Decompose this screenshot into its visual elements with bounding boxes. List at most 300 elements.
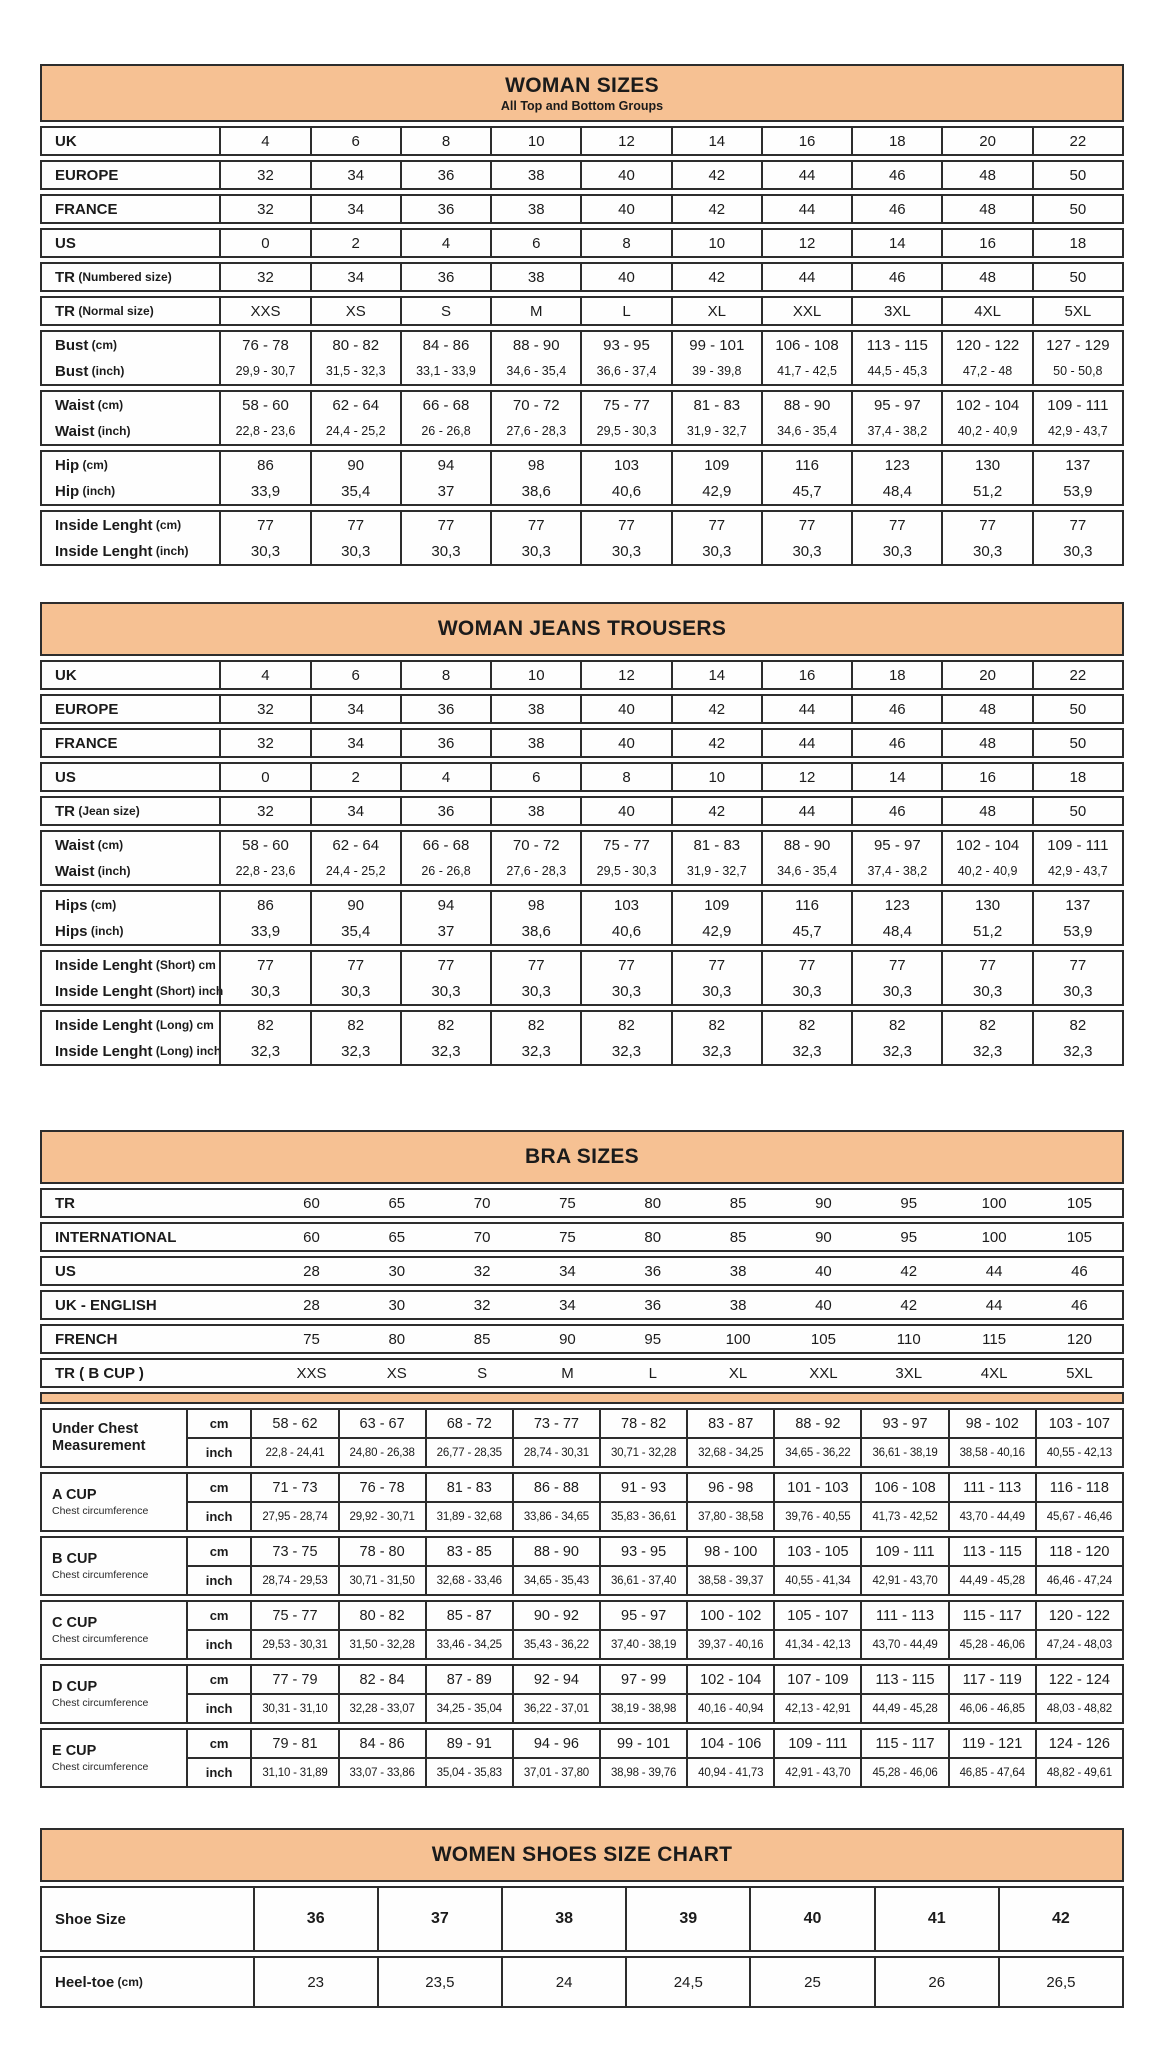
cup-label-cell (42, 1474, 188, 1530)
size-value-cell: 85 (729, 1194, 747, 1212)
size-value-cell: 36 (400, 264, 490, 290)
size-value-cell: 137 (1032, 892, 1122, 918)
size-value-cell: 42 (671, 196, 761, 222)
unit-cell: inch (205, 1637, 233, 1652)
size-value-cell: 77 (1032, 952, 1122, 978)
row-label: FRANCE (55, 734, 118, 752)
size-value-cell: 77 (490, 512, 580, 538)
size-value-cell: 37,80 - 38,58 (686, 1503, 773, 1530)
row-label-cell (42, 1958, 253, 2006)
row-label-note: (Normal size) (75, 304, 154, 318)
row-label-cell (42, 478, 219, 504)
size-value-cell: 123 (851, 892, 941, 918)
size-value-cell: 12 (580, 128, 670, 154)
size-value-cell: 32,3 (580, 1038, 670, 1064)
women-shoes-size-chart-table (40, 1828, 1124, 2008)
size-value-cell: 42 (900, 1296, 918, 1314)
size-value-cell: 6 (310, 128, 400, 154)
cup-rows (188, 1410, 1122, 1466)
size-value-cell: 30,3 (761, 538, 851, 564)
row-label-cell (42, 798, 219, 824)
size-value-cell: 44 (761, 696, 851, 722)
size-value-cell: 48 (941, 162, 1031, 188)
size-value-cell: 32 (219, 696, 309, 722)
table-row (42, 1292, 1122, 1318)
size-value-cell: 106 - 108 (761, 332, 851, 358)
size-value-cell: 30,3 (1032, 538, 1122, 564)
size-value-cell: 32,28 - 33,07 (338, 1695, 425, 1722)
table-subtitle: All Top and Bottom Groups (500, 98, 664, 113)
size-value-cell: 43,70 - 44,49 (948, 1503, 1035, 1530)
size-value-cell: 32 (219, 798, 309, 824)
size-value-cell: 30,3 (400, 978, 490, 1004)
size-value-cell: 8 (400, 662, 490, 688)
table-title-band (40, 1130, 1124, 1184)
size-value-cell: 40,2 - 40,9 (941, 418, 1031, 444)
size-value-cell: 90 (815, 1228, 832, 1246)
size-value-cell: 102 - 104 (941, 392, 1031, 418)
size-value-cell: 41,34 - 42,13 (773, 1631, 860, 1658)
cup-row-group (40, 1728, 1124, 1788)
size-value-cell: 35,4 (310, 478, 400, 504)
size-value-cell: 42,91 - 43,70 (773, 1759, 860, 1786)
size-value-cell: 83 - 87 (686, 1410, 773, 1437)
size-value-cell: 40 (580, 730, 670, 756)
size-value-cell: 32,3 (219, 1038, 309, 1064)
size-value-cell: 82 (310, 1012, 400, 1038)
cup-sublabel: Chest circumference (52, 1760, 149, 1773)
size-value-cell: 27,6 - 28,3 (490, 418, 580, 444)
size-value-cell: 0 (219, 230, 309, 256)
size-value-cell: 77 - 79 (250, 1666, 337, 1693)
cup-row-group (40, 1664, 1124, 1724)
size-value-cell: 76 - 78 (338, 1474, 425, 1501)
row-label-note: (inch) (88, 364, 125, 378)
row-label: Inside Lenght (55, 516, 153, 534)
size-value-cell: 32 (473, 1262, 491, 1280)
size-value-cell: 32,3 (761, 1038, 851, 1064)
cup-label-cell (42, 1666, 188, 1722)
size-value-cell: 31,9 - 32,7 (671, 858, 761, 884)
size-value-cell: 33,9 (219, 918, 309, 944)
size-value-cell: 97 - 99 (599, 1666, 686, 1693)
cup-rows (188, 1474, 1122, 1530)
row-group (40, 262, 1124, 292)
size-value-cell: 12 (761, 230, 851, 256)
size-value-cell: 87 - 89 (425, 1666, 512, 1693)
row-group (40, 126, 1124, 156)
size-value-cell: 36 (644, 1262, 662, 1280)
unit-cell: inch (205, 1573, 233, 1588)
table-row (42, 264, 1122, 290)
woman-sizes-table (40, 64, 1124, 566)
table-row (188, 1474, 1122, 1501)
table-title: WOMEN SHOES SIZE CHART (431, 1843, 733, 1866)
cup-label: B CUP (52, 1551, 98, 1568)
size-value-cell: 10 (671, 230, 761, 256)
row-label-cell (42, 128, 219, 154)
size-value-cell: 80 (388, 1330, 406, 1348)
row-label: US (55, 1262, 76, 1280)
size-value-cell: 45,7 (761, 918, 851, 944)
size-value-cell: 2 (310, 764, 400, 790)
size-value-cell: 120 - 122 (941, 332, 1031, 358)
size-value-cell: 95 (900, 1194, 918, 1212)
size-value-cell: 29,9 - 30,7 (219, 358, 309, 384)
size-value-cell: 62 - 64 (310, 832, 400, 858)
size-value-cell: 53,9 (1032, 478, 1122, 504)
row-label-cell (42, 162, 219, 188)
table-title: WOMAN SIZES (505, 73, 659, 97)
table-row (42, 978, 1122, 1004)
size-value-cell: 127 - 129 (1032, 332, 1122, 358)
size-value-cell: 36 (400, 730, 490, 756)
row-label-note: (cm) (94, 838, 124, 852)
size-value-cell: 42,9 - 43,7 (1032, 858, 1122, 884)
size-value-cell: 81 - 83 (671, 832, 761, 858)
row-label: Shoe Size (55, 1910, 126, 1928)
size-value-cell: 95 (644, 1330, 662, 1348)
size-value-cell: 22 (1032, 662, 1122, 688)
size-value-cell: 30,3 (400, 538, 490, 564)
size-value-cell: 78 - 82 (599, 1410, 686, 1437)
size-value-cell: 40 (580, 196, 670, 222)
table-row (42, 764, 1122, 790)
size-value-cell: 24 (501, 1958, 625, 2006)
row-label-cell (42, 1360, 269, 1386)
size-value-cell: 82 (761, 1012, 851, 1038)
row-label: TR (55, 268, 75, 286)
size-value-cell: XS (386, 1364, 407, 1382)
bra-sizes-table (40, 1130, 1124, 1788)
size-value-cell: 120 (1066, 1330, 1092, 1348)
row-label-note: (cm) (114, 1975, 143, 1989)
size-value-cell: 18 (1032, 764, 1122, 790)
size-value-cell: 77 (580, 512, 670, 538)
row-label: Bust (55, 362, 89, 380)
size-value-cell: 119 - 121 (948, 1730, 1035, 1757)
row-label: Hip (55, 482, 80, 500)
row-group (40, 728, 1124, 758)
size-chart-document (40, 64, 1124, 2008)
size-value-cell: 37,4 - 38,2 (851, 858, 941, 884)
size-value-cell: S (477, 1364, 488, 1382)
size-value-cell: 105 (1066, 1194, 1092, 1212)
size-value-cell: 73 - 77 (512, 1410, 599, 1437)
row-group (40, 950, 1124, 1006)
cup-rows (188, 1730, 1122, 1786)
size-value-cell: 30,3 (851, 538, 941, 564)
size-value-cell: 44 (761, 196, 851, 222)
size-value-cell: 75 - 77 (580, 832, 670, 858)
table-row (42, 196, 1122, 222)
size-value-cell: 45,67 - 46,46 (1035, 1503, 1122, 1530)
size-value-cell: 75 (559, 1228, 576, 1246)
size-value-cell: 37,40 - 38,19 (599, 1631, 686, 1658)
size-value-cell: 38 (729, 1262, 747, 1280)
size-value-cell: 34 (559, 1296, 576, 1314)
table-row (42, 512, 1122, 538)
table-row (42, 1888, 1122, 1950)
row-label: Waist (55, 396, 95, 414)
size-value-cell: 46 (1071, 1262, 1088, 1280)
row-group (40, 694, 1124, 724)
size-value-cell: 30,3 (580, 538, 670, 564)
row-label-cell (42, 538, 219, 564)
size-value-cell: 77 (490, 952, 580, 978)
size-value-cell: 37,4 - 38,2 (851, 418, 941, 444)
size-value-cell: 109 (671, 892, 761, 918)
row-group (40, 194, 1124, 224)
row-label-cell (42, 230, 219, 256)
size-value-cell: 115 - 117 (860, 1730, 947, 1757)
table-row (42, 1326, 1122, 1352)
size-value-cell: 38,6 (490, 918, 580, 944)
size-value-cell: 38,19 - 38,98 (599, 1695, 686, 1722)
cup-label-cell (42, 1602, 188, 1658)
table-title-band (40, 64, 1124, 122)
size-value-cell: 95 - 97 (851, 392, 941, 418)
size-value-cell: 40,6 (580, 918, 670, 944)
row-label-cell (42, 512, 219, 538)
size-value-cell: 100 - 102 (686, 1602, 773, 1629)
size-value-cell: 44 (985, 1262, 1003, 1280)
size-value-cell: 42,13 - 42,91 (773, 1695, 860, 1722)
table-row (42, 1038, 1122, 1064)
size-value-cell: 116 - 118 (1035, 1474, 1122, 1501)
size-value-cell: 95 (900, 1228, 918, 1246)
size-value-cell: 44 (761, 730, 851, 756)
size-value-cell: 77 (400, 512, 490, 538)
size-value-cell: 48,82 - 49,61 (1035, 1759, 1122, 1786)
row-label: FRENCH (55, 1330, 118, 1348)
size-value-cell: 34,65 - 36,22 (773, 1439, 860, 1466)
size-value-cell: 109 (671, 452, 761, 478)
size-value-cell: 47,2 - 48 (941, 358, 1031, 384)
row-label-cell (42, 892, 219, 918)
table-row (42, 892, 1122, 918)
size-value-cell: 36 (400, 798, 490, 824)
table-row (188, 1501, 1122, 1530)
size-value-cell: 84 - 86 (338, 1730, 425, 1757)
size-value-cell: 32 (219, 196, 309, 222)
size-value-cell: 36 (644, 1296, 662, 1314)
size-value-cell: 18 (851, 128, 941, 154)
size-value-cell: 0 (219, 764, 309, 790)
table-row (42, 358, 1122, 384)
size-value-cell: L (648, 1364, 657, 1382)
size-value-cell: 14 (671, 662, 761, 688)
size-value-cell: 68 - 72 (425, 1410, 512, 1437)
size-value-cell: 81 - 83 (671, 392, 761, 418)
cup-sublabel: Chest circumference (52, 1696, 149, 1709)
row-label: UK (55, 132, 77, 150)
size-value-cell: 8 (400, 128, 490, 154)
size-value-cell: 32,3 (400, 1038, 490, 1064)
size-value-cell: 12 (761, 764, 851, 790)
size-value-cell: 40 (580, 162, 670, 188)
size-value-cell: 73 - 75 (250, 1538, 337, 1565)
size-value-cell: 122 - 124 (1035, 1666, 1122, 1693)
size-value-cell: 93 - 97 (860, 1410, 947, 1437)
size-value-cell: 24,4 - 25,2 (310, 418, 400, 444)
size-value-cell: 95 - 97 (599, 1602, 686, 1629)
row-label-cell (42, 832, 219, 858)
size-value-cell: 48 (941, 730, 1031, 756)
size-value-cell: 100 (981, 1194, 1007, 1212)
size-value-cell: 40 (815, 1296, 832, 1314)
table-row (42, 696, 1122, 722)
size-value-cell: 40 (580, 696, 670, 722)
row-label-cell (42, 332, 219, 358)
row-label: Waist (55, 422, 95, 440)
size-value-cell: 109 - 111 (1032, 392, 1122, 418)
size-value-cell: 30,3 (490, 978, 580, 1004)
size-value-cell: 30,3 (671, 978, 761, 1004)
size-value-cell: 75 - 77 (250, 1602, 337, 1629)
cup-label-cell (42, 1538, 188, 1594)
size-value-cell: 42,91 - 43,70 (860, 1567, 947, 1594)
size-value-cell: 34 (310, 730, 400, 756)
size-value-cell: 99 - 101 (599, 1730, 686, 1757)
row-group (40, 1886, 1124, 1952)
size-value-cell: 37 (400, 918, 490, 944)
size-value-cell: 37 (377, 1888, 501, 1950)
size-value-cell: 77 (671, 512, 761, 538)
cup-sublabel: Chest circumference (52, 1632, 149, 1645)
size-value-cell: 14 (851, 230, 941, 256)
row-label-cell (42, 452, 219, 478)
row-label: Inside Lenght (55, 542, 153, 560)
size-value-cell: 40 (749, 1888, 873, 1950)
row-group (40, 796, 1124, 826)
size-value-cell: 14 (851, 764, 941, 790)
size-value-cell: 22,8 - 23,6 (219, 418, 309, 444)
row-group (40, 1324, 1124, 1354)
size-value-cell: 90 (310, 452, 400, 478)
table-title: BRA SIZES (525, 1145, 639, 1168)
size-value-cell: XS (310, 298, 400, 324)
unit-cell: inch (205, 1765, 233, 1780)
size-value-cell: 30,3 (219, 538, 309, 564)
size-value-cell: 28,74 - 30,31 (512, 1439, 599, 1466)
size-value-cell: 77 (761, 952, 851, 978)
row-group (40, 330, 1124, 386)
size-value-cell: 90 (310, 892, 400, 918)
size-value-cell: 44 (761, 798, 851, 824)
row-group (40, 160, 1124, 190)
size-value-cell: 130 (941, 452, 1031, 478)
size-value-cell: 86 (219, 452, 309, 478)
size-value-cell: 35,43 - 36,22 (512, 1631, 599, 1658)
size-value-cell: 107 - 109 (773, 1666, 860, 1693)
size-value-cell: 34,6 - 35,4 (761, 418, 851, 444)
size-value-cell: 42,9 (671, 918, 761, 944)
size-value-cell: 30,3 (580, 978, 670, 1004)
row-label: UK - ENGLISH (55, 1296, 157, 1314)
size-value-cell: 50 - 50,8 (1032, 358, 1122, 384)
row-label-cell (42, 1038, 222, 1064)
row-label-cell (42, 1888, 253, 1950)
row-label-cell (42, 1326, 269, 1352)
size-value-cell: 80 - 82 (310, 332, 400, 358)
size-value-cell: 29,5 - 30,3 (580, 418, 670, 444)
size-value-cell: 58 - 60 (219, 392, 309, 418)
size-value-cell: 3XL (895, 1364, 923, 1382)
row-label-cell (42, 1258, 269, 1284)
size-value-cell: 4XL (980, 1364, 1008, 1382)
size-value-cell: 37,01 - 37,80 (512, 1759, 599, 1786)
size-value-cell: 26 - 26,8 (400, 858, 490, 884)
row-group (40, 228, 1124, 258)
size-value-cell: 82 (400, 1012, 490, 1038)
size-value-cell: 20 (941, 662, 1031, 688)
size-value-cell: XL (671, 298, 761, 324)
size-value-cell: 77 (761, 512, 851, 538)
size-value-cell: XXL (809, 1364, 838, 1382)
size-value-cell: 5XL (1066, 1364, 1093, 1382)
row-label-note: (inch) (94, 424, 131, 438)
table-row (42, 230, 1122, 256)
table-row (188, 1538, 1122, 1565)
size-value-cell: 77 (851, 952, 941, 978)
table-row (42, 730, 1122, 756)
size-value-cell: 81 - 83 (425, 1474, 512, 1501)
cup-row-group (40, 1408, 1124, 1468)
table-row (42, 1360, 1122, 1386)
size-value-cell: 88 - 90 (512, 1538, 599, 1565)
size-value-cell: 60 (303, 1194, 320, 1212)
size-value-cell: 28,74 - 29,53 (250, 1567, 337, 1594)
row-label: EUROPE (55, 700, 119, 718)
row-label-note: (Numbered size) (75, 270, 172, 284)
size-value-cell: 82 (580, 1012, 670, 1038)
row-group (40, 890, 1124, 946)
row-group (40, 830, 1124, 886)
size-value-cell: 42 (900, 1262, 918, 1280)
size-value-cell: 27,6 - 28,3 (490, 858, 580, 884)
cup-rows (188, 1666, 1122, 1722)
size-value-cell: 123 (851, 452, 941, 478)
size-value-cell: 58 - 60 (219, 832, 309, 858)
size-value-cell: 30,71 - 31,50 (338, 1567, 425, 1594)
size-value-cell: 22 (1032, 128, 1122, 154)
size-value-cell: 111 - 113 (948, 1474, 1035, 1501)
size-value-cell: 91 - 93 (599, 1474, 686, 1501)
size-value-cell: 77 (219, 952, 309, 978)
size-value-cell: 40,16 - 40,94 (686, 1695, 773, 1722)
cup-rows (188, 1538, 1122, 1594)
unit-cell: cm (209, 1672, 229, 1687)
row-label: Waist (55, 862, 95, 880)
row-label: US (55, 768, 76, 786)
size-value-cell: 82 (490, 1012, 580, 1038)
size-value-cell: 46 (851, 264, 941, 290)
size-value-cell: 48 (941, 798, 1031, 824)
size-value-cell: 10 (490, 662, 580, 688)
size-value-cell: 50 (1032, 730, 1122, 756)
size-value-cell: 105 (1066, 1228, 1092, 1246)
size-value-cell: 70 - 72 (490, 392, 580, 418)
size-value-cell: 50 (1032, 696, 1122, 722)
size-value-cell: 45,7 (761, 478, 851, 504)
cup-label: E CUP (52, 1743, 97, 1760)
size-value-cell: 46,46 - 47,24 (1035, 1567, 1122, 1594)
size-value-cell: 32 (473, 1296, 491, 1314)
size-value-cell: 109 - 111 (1032, 832, 1122, 858)
unit-cell: inch (205, 1701, 233, 1716)
size-value-cell: 36,61 - 37,40 (599, 1567, 686, 1594)
